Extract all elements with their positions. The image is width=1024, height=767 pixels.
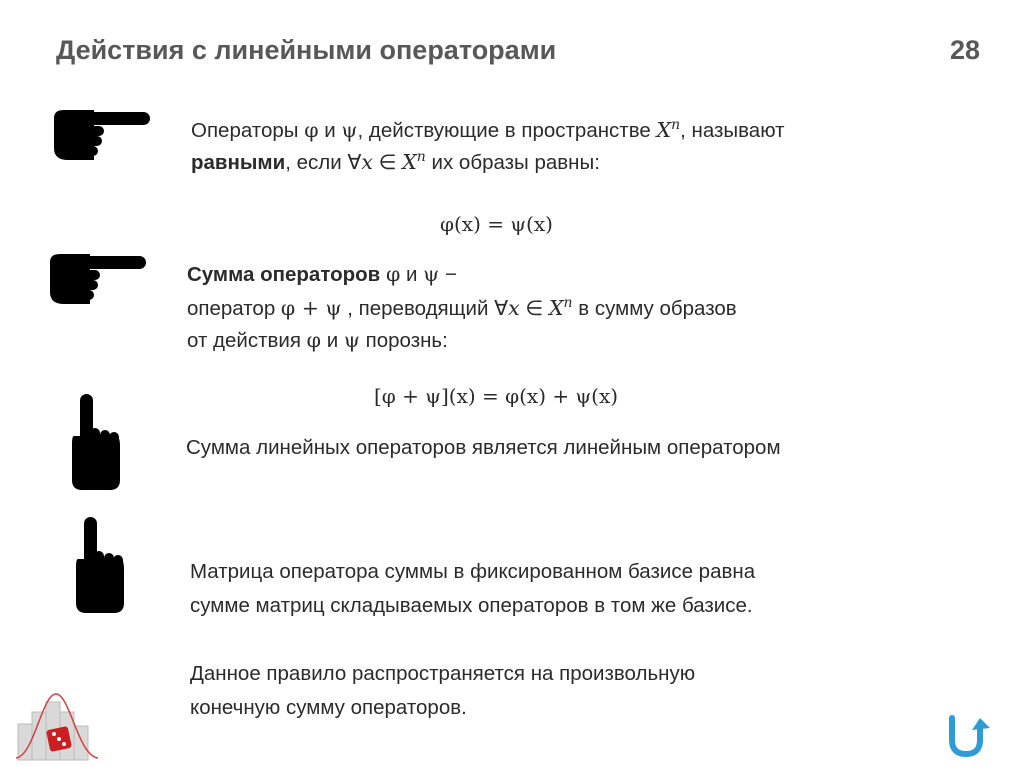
block1-line2: равными, если ∀x ∈ $X^n$ их образы равны: [191, 149, 600, 174]
block4-line1: Матрица оператора суммы в фиксированном базисе равна [190, 560, 756, 583]
pointing-hand-up-icon [66, 392, 122, 492]
pointing-hand-up-icon [70, 515, 126, 615]
slide-title: Действия с линейными операторами [56, 35, 557, 65]
block1-line1: Операторы φ и ψ, действующие в пространстве $X^n$, называют [191, 117, 785, 142]
pointing-hand-right-icon [46, 252, 148, 306]
return-arrow-icon[interactable] [944, 714, 994, 758]
block2-line1: Сумма операторов φ и ψ − [187, 262, 457, 286]
equality-formula: φ(x) = ψ(x) [440, 212, 553, 236]
statistics-logo-icon [14, 688, 104, 764]
slide-number: 28 [949, 35, 980, 65]
pointing-hand-right-icon [50, 108, 152, 162]
sum-formula: [φ + ψ](x) = φ(x) + ψ(x) [374, 384, 619, 408]
block2-line3: от действия φ и ψ порознь: [187, 328, 448, 352]
block4-line3: Данное правило распространяется на произвольную [190, 662, 696, 685]
block3-text: Сумма линейных операторов является линейным оператором [186, 436, 781, 459]
block4-line4: конечную сумму операторов. [190, 696, 467, 719]
block4-line2: сумме матриц складываемых операторов в том же базисе. [190, 594, 753, 617]
block2-line2: оператор φ + ψ , переводящий ∀x ∈ $X^n$ в сумму образов [187, 295, 737, 320]
